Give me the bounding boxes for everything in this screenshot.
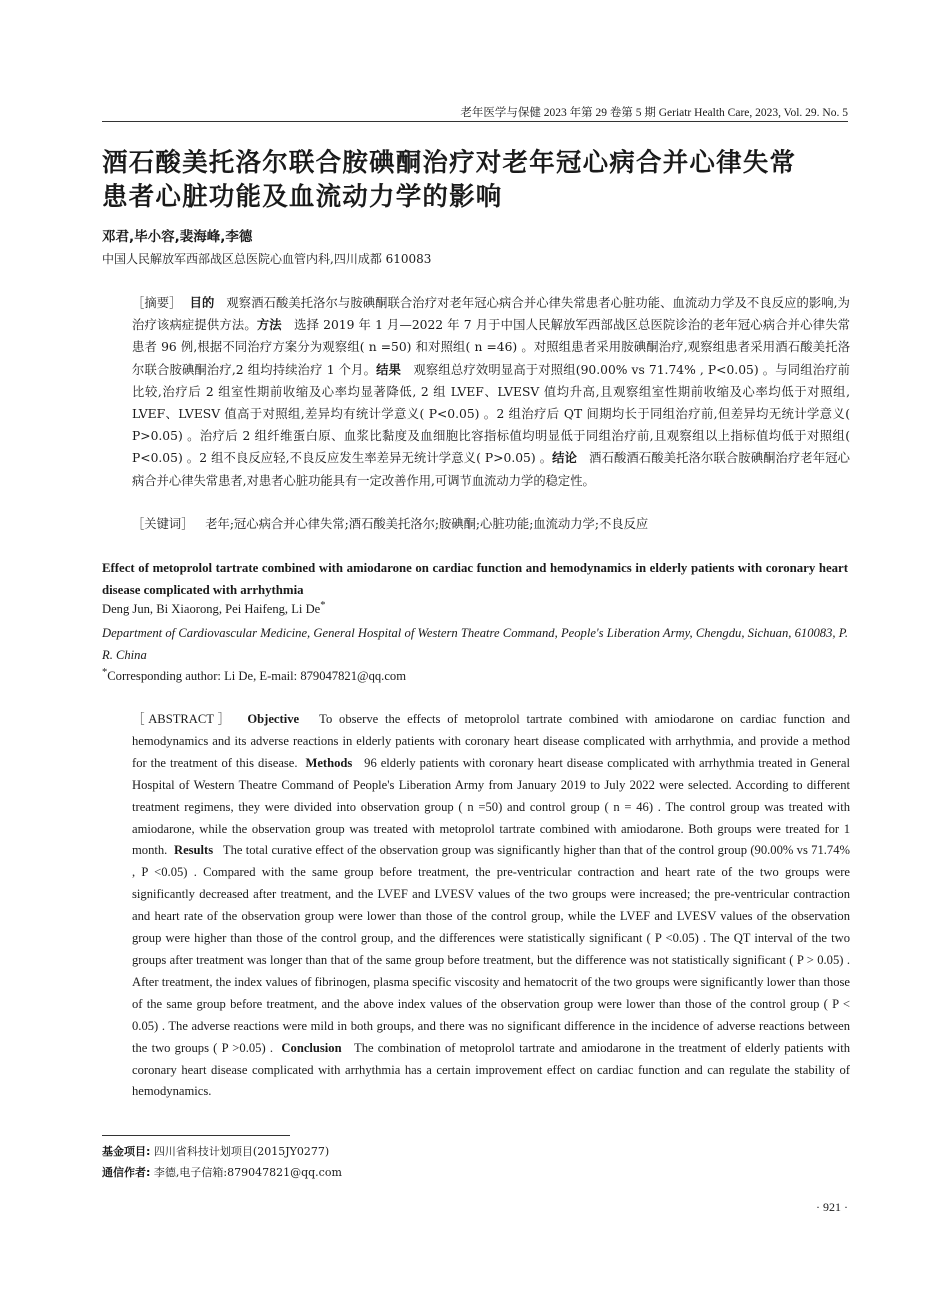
keywords-tag-cn: ［关键词］ (132, 517, 194, 531)
chinese-affiliation: 中国人民解放军西部战区总医院心血管内科,四川成都 610083 (102, 252, 432, 266)
chinese-keywords (132, 514, 850, 532)
journal-header: 老年医学与保健 2023 年第 29 卷第 5 期 Geriatr Health Care, 2023, Vol. 29. No. 5 (460, 107, 848, 119)
objective-text-cn: 观察酒石酸美托洛尔与胺碘酮联合治疗对老年冠心病合并心律失常患者心脏功能、血流动力学及不良反应的影响,为治疗该病症提供方法。 (132, 296, 850, 333)
chinese-title-line-1: 酒石酸美托洛尔联合胺碘酮治疗对老年冠心病合并心律失常 (102, 148, 797, 178)
english-authors-names: Deng Jun, Bi Xiaorong, Pei Haifeng, Li De (102, 602, 321, 617)
english-title: Effect of metoprolol tartrate combined with amiodarone on cardiac function and hemodynamics in elderly patients with coronary heart disease complicated with arrhythmia (102, 561, 848, 597)
objective-label-en: Objective (247, 712, 300, 726)
chinese-title-line-2: 患者心脏功能及血流动力学的影响 (102, 182, 503, 212)
english-affiliation: Department of Cardiovascular Medicine, General Hospital of Western Theatre Command, People's Liberation Army, Chengdu, Sichuan, 610083, P. R. China (102, 626, 848, 662)
methods-label-cn: 方法 (256, 318, 282, 333)
conclusion-text-cn: 酒石酸酒石酸美托洛尔联合胺碘酮治疗老年冠心病合并心律失常患者,对患者心脏功能具有一定改善作用,可调节血流动力学的稳定性。 (132, 451, 850, 488)
contact-footnote (102, 1164, 342, 1180)
corresponding-author (102, 667, 406, 684)
chinese-title (102, 146, 862, 214)
results-label-cn: 结果 (376, 362, 402, 377)
methods-label-en: Methods (305, 755, 353, 770)
chinese-abstract (132, 292, 850, 492)
objective-label-cn: 目的 (189, 296, 215, 310)
results-label-en: Results (173, 843, 214, 858)
fund-text: 四川省科技计划项目(2015JY0277) (153, 1145, 330, 1158)
conclusion-text-en: The combination of metoprolol tartrate and amiodarone in the treatment of elderly patients with coronary heart disease complicated with arrhythmia has a certain improvement effect on cardiac function and can regulate the stability of hemodynamics. (132, 1040, 850, 1099)
methods-text-en: 96 elderly patients with coronary heart disease complicated with arrhythmia treated in General Hospital of Western Theatre Command of People's Liberation Army from January 2019 to July 2022 were selected. According to different treatment regimens, they were divided into observation group ( n =50) and control group ( n = 46) . The control group was treated with amiodarone, while the observation group was treated with metoprolol tartrate combined with amiodarone. Both groups were treated for 1 month. (132, 755, 850, 858)
english-abstract (132, 709, 850, 1103)
chinese-authors: 邓君,毕小容,裴海峰,李德 (102, 229, 253, 245)
english-authors (102, 600, 326, 617)
conclusion-label-cn: 结论 (552, 451, 578, 466)
page-number: · 921 · (816, 1200, 848, 1214)
abstract-tag-cn: ［摘要］ (132, 296, 182, 310)
contact-label: 通信作者: (102, 1166, 151, 1179)
footnote-rule (102, 1135, 290, 1136)
header-rule (102, 121, 848, 122)
corresponding-mark: * (320, 600, 326, 611)
contact-text: 李德,电子信箱:879047821@qq.com (153, 1166, 342, 1179)
conclusion-label-en: Conclusion (281, 1040, 342, 1055)
fund-label: 基金项目: (102, 1145, 151, 1158)
abstract-tag-en: ［ABSTRACT］ (132, 712, 234, 726)
results-text-cn: 观察组总疗效明显高于对照组(90.00% vs 71.74% , P<0.05) 。与同组治疗前比较,治疗后 2 组室性期前收缩及心率均显著降低, 2 组 LVEF、LVESV 值均升高,且观察组室性期前收缩及心率均低于对照组, LVEF、LVESV 值高于对照组,差异均有统计学意义( P<0.05) 。2 组治疗后 QT 间期均长于同组治疗前,但差异均无统计学意义( P>0.05) 。治疗后 2 组纤维蛋白原、血浆比黏度及血细胞比容指标值均明显低于同组治疗前,且观察组以上指标值均低于对照组( P<0.05) 。2 组不良反应轻,不良反应发生率差异无统计学意义( P>0.05) 。 (132, 362, 850, 466)
corresponding-footnote-mark: * (102, 667, 108, 678)
keywords-text-cn: 老年;冠心病合并心律失常;酒石酸美托洛尔;胺碘酮;心脏功能;血流动力学;不良反应 (205, 517, 649, 531)
corresponding-author-text: Corresponding author: Li De, E-mail: 879047821@qq.com (107, 669, 407, 684)
fund-footnote (102, 1143, 329, 1159)
objective-text-en: To observe the effects of metoprolol tartrate combined with amiodarone on cardiac function and hemodynamics and its adverse reactions in elderly patients with coronary heart disease complicated with arrhythmia, and provide a method for the treatment of this disease. (132, 712, 851, 770)
results-text-en: The total curative effect of the observation group was significantly higher than that of the control group (90.00% vs 71.74% , P <0.05) . Compared with the same group before treatment, the pre-ventricular contraction and heart rate of the two groups were significantly decreased after treatment, and the LVEF and LVESV values of the two groups were increased; the pre-ventricular contraction and heart rate of the observation group were lower than those of the control group, while the LVEF and LVESV values of the observation group were higher than those of the control group, and the differences were statistically significant ( P <0.05) . The QT interval of the two groups after treatment was longer than that of the same group before treatment, but the difference was not statistically significant ( P > 0.05) . After treatment, the index values of fibrinogen, plasma specific viscosity and hematocrit of the two groups were significantly lower than those of the same group before treatment, and the above index values of the observation group were lower than those of the control group ( P < 0.05) . The adverse reactions were mild in both groups, and there was no significant difference in the incidence of adverse reactions between the two groups ( P >0.05) . (132, 843, 851, 1055)
methods-text-cn: 选择 2019 年 1 月—2022 年 7 月于中国人民解放军西部战区总医院诊治的老年冠心病合并心律失常患者 96 例,根据不同治疗方案分为观察组( n =50) 和对照组( n =46) 。对照组患者采用胺碘酮治疗,观察组患者采用酒石酸美托洛尔联合胺碘酮治疗,2 组均持续治疗 1 个月。 (132, 318, 850, 377)
